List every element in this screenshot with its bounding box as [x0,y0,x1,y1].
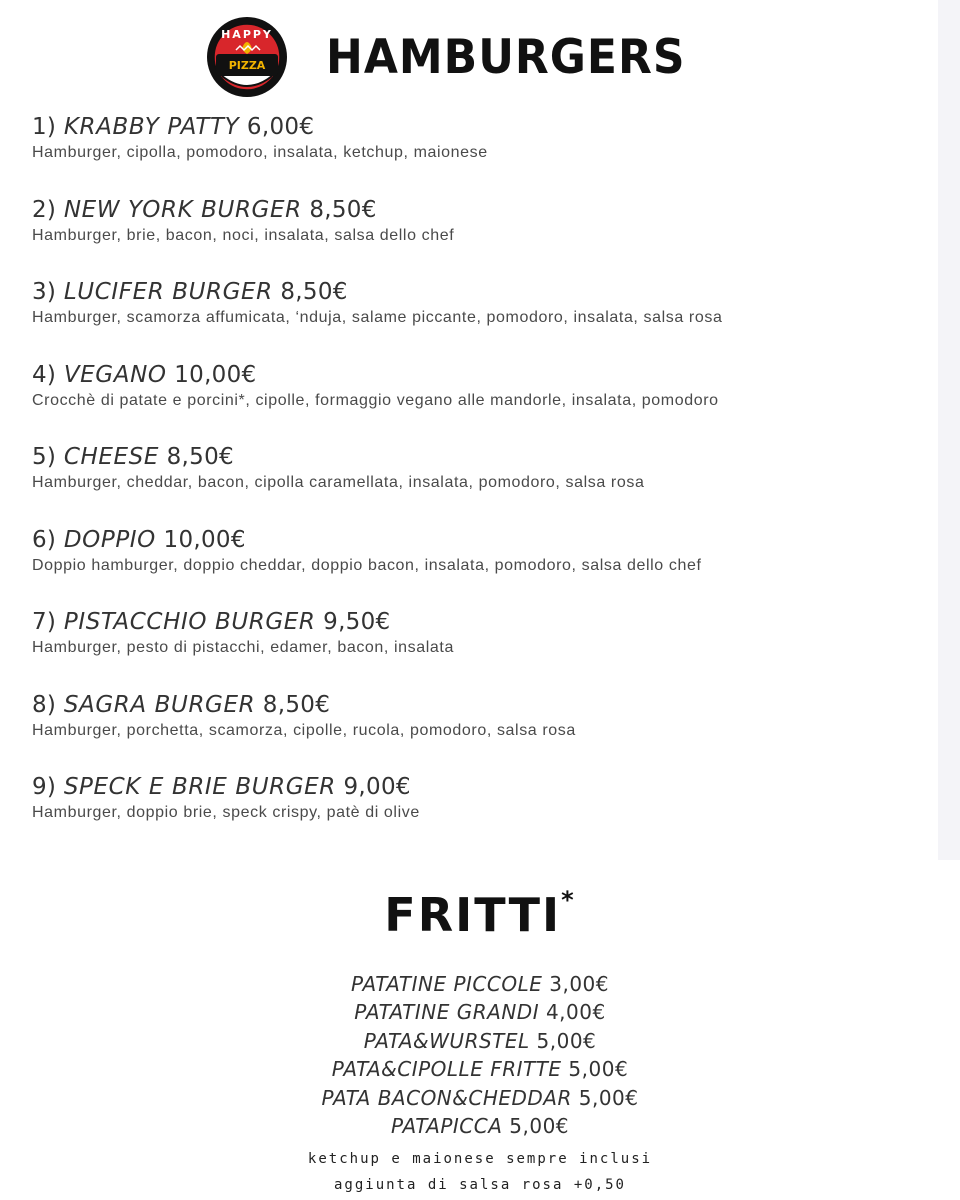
page-edge-shade [938,0,960,860]
item-description: Hamburger, cheddar, bacon, cipolla caramellata, insalata, pomodoro, salsa rosa [32,474,645,491]
item-number: 7) [32,609,57,635]
fritti-asterisk: * [561,886,576,914]
item-name: NEW YORK BURGER [63,196,302,223]
item-price: 6,00€ [246,114,315,140]
menu-item-header [32,277,932,307]
fritti-notes [0,1146,960,1198]
fritti-item [0,998,960,1026]
item-name: DOPPIO [63,526,156,553]
fritti-item-price: 5,00€ [568,1057,629,1082]
fritti-item [0,1027,960,1055]
item-number: 1) [32,114,57,140]
fritti-item-price: 3,00€ [549,972,609,996]
item-number: 6) [32,526,57,553]
item-number: 5) [32,444,57,470]
item-name: LUCIFER BURGER [63,279,273,305]
fritti-item [0,1112,960,1140]
header [206,14,686,100]
menu-item-header [32,525,932,555]
fritti-title [0,888,960,942]
fritti-item-price: 5,00€ [509,1114,570,1139]
item-number: 4) [32,361,57,388]
item-name: VEGANO [63,361,167,388]
item-description: Doppio hamburger, doppio cheddar, doppio bacon, insalata, pomodoro, salsa dello chef [32,556,702,574]
svg-text:HAPPY: HAPPY [221,28,273,41]
fritti-item-price: 5,00€ [578,1085,639,1110]
item-price: 9,50€ [323,609,391,635]
menu-item-header [32,112,932,142]
item-name: KRABBY PATTY [63,114,240,140]
item-price: 10,00€ [163,526,246,553]
fritti-item [0,1055,960,1083]
item-price: 10,00€ [174,361,257,388]
note-sauces-included: ketchup e maionese sempre inclusi [307,1151,653,1167]
menu-item-burger-6 [32,525,932,608]
hamburgers-title: HAMBURGERS [326,29,686,85]
item-description: Hamburger, cipolla, pomodoro, insalata, ketchup, maionese [32,144,488,161]
item-description: Hamburger, doppio brie, speck crispy, patè di olive [32,804,420,821]
menu-item-burger-8 [32,690,932,773]
item-description: Hamburger, porchetta, scamorza, cipolle, rucola, pomodoro, salsa rosa [32,721,576,739]
item-price: 9,00€ [343,774,411,800]
item-name: CHEESE [63,444,159,470]
fritti-item [0,1084,960,1112]
fritti-item-name: PATATINE PICCOLE [350,972,543,996]
item-price: 8,50€ [309,196,377,223]
item-price: 8,50€ [280,279,348,305]
item-description: Hamburger, brie, bacon, noci, insalata, salsa dello chef [32,226,455,244]
item-price: 8,50€ [262,691,331,718]
menu-item-burger-7 [32,607,932,690]
item-number: 8) [32,691,57,718]
fritti-item-name: PATA&CIPOLLE FRITTE [331,1057,562,1082]
menu-item-header [32,690,932,720]
fritti-title-text: FRITTI [384,888,562,942]
fritti-item [0,970,960,998]
menu-item-header [32,772,932,802]
fritti-item-name: PATATINE GRANDI [354,1000,540,1025]
menu-item-header [32,607,932,637]
item-name: SPECK E BRIE BURGER [63,774,336,800]
menu-item-burger-1 [32,112,932,195]
item-description: Crocchè di patate e porcini*, cipolle, formaggio vegano alle mandorle, insalata, pomodoro [32,391,719,409]
menu-item-header [32,442,932,472]
fritti-list [0,970,960,1140]
svg-text:PIZZA: PIZZA [228,59,266,72]
fritti-item-name: PATAPICCA [390,1114,503,1139]
menu-item-burger-3 [32,277,932,360]
item-price: 8,50€ [166,444,234,470]
menu-item-header [32,360,932,390]
burger-menu-list [32,112,932,855]
item-description: Hamburger, pesto di pistacchi, edamer, bacon, insalata [32,639,454,656]
fritti-item-price: 5,00€ [536,1028,597,1053]
fritti-item-name: PATA&WURSTEL [363,1028,530,1053]
item-name: SAGRA BURGER [63,691,256,718]
item-number: 2) [32,196,57,223]
menu-item-burger-5 [32,442,932,525]
menu-item-burger-9 [32,772,932,855]
item-name: PISTACCHIO BURGER [63,609,316,635]
item-number: 9) [32,774,57,800]
item-description: Hamburger, scamorza affumicata, ‘nduja, salame piccante, pomodoro, insalata, salsa rosa [32,309,723,326]
fritti-item-name: PATA BACON&CHEDDAR [321,1085,572,1110]
note-extra-sauce: aggiunta di salsa rosa +0,50 [333,1177,626,1193]
item-number: 3) [32,279,57,305]
happy-pizza-logo [206,16,288,98]
menu-item-burger-2 [32,195,932,278]
menu-item-burger-4 [32,360,932,443]
fritti-item-price: 4,00€ [545,1000,606,1025]
menu-item-header [32,195,932,225]
